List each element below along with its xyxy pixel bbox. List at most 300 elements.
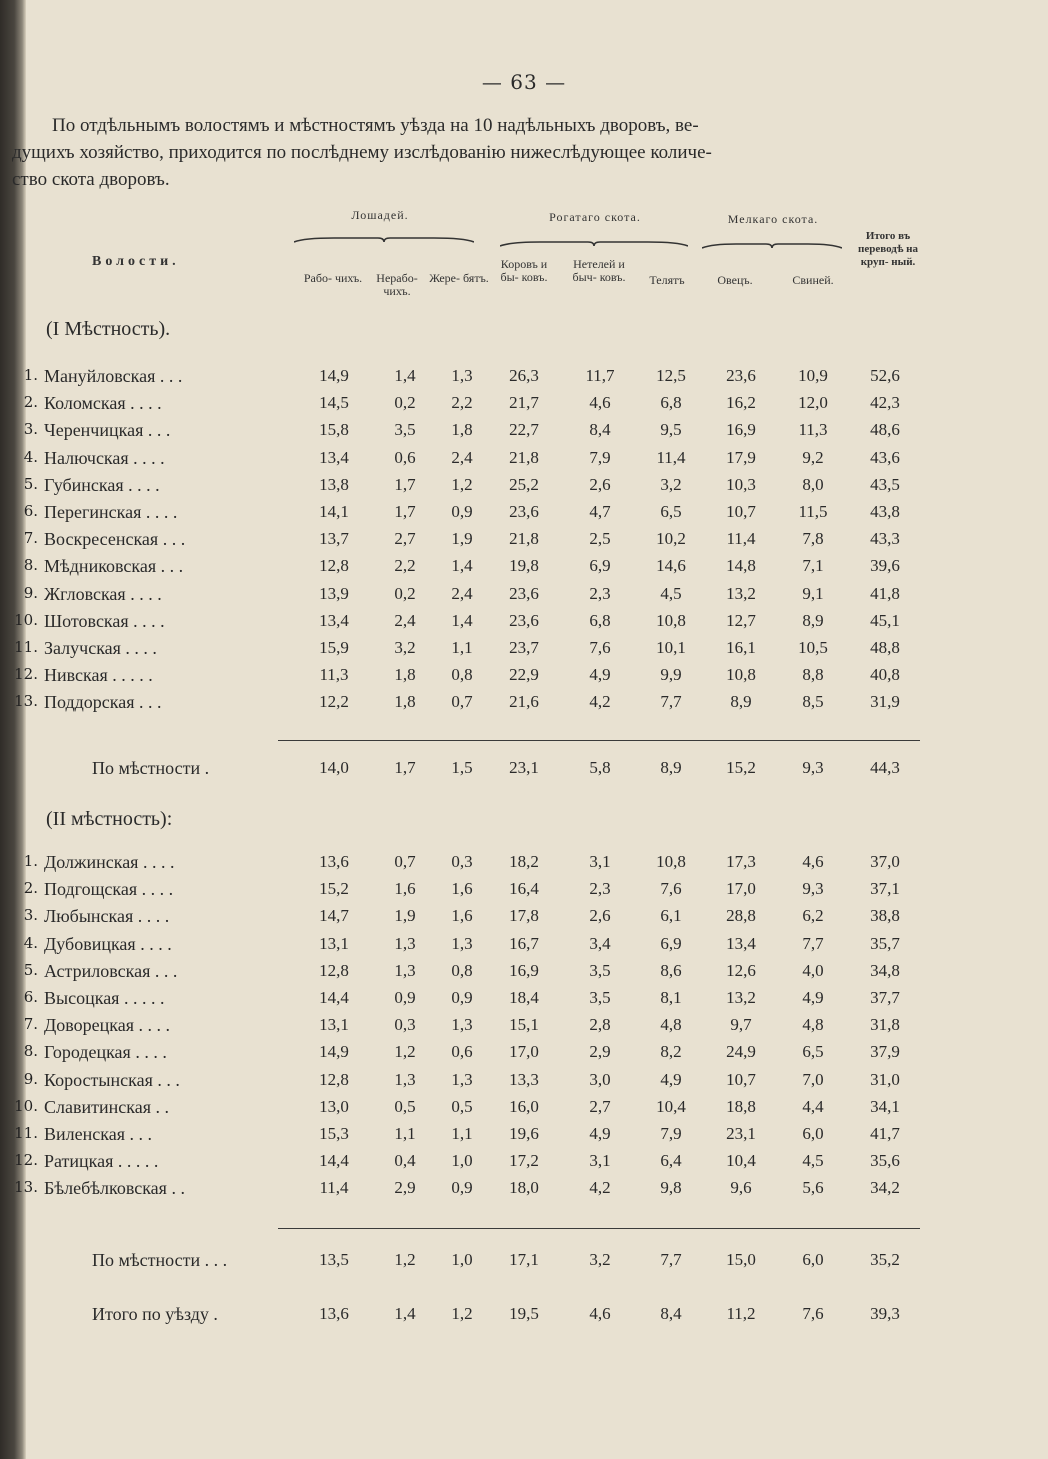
value-cell: 7,1 [802,556,824,576]
value-cell: 13,2 [726,988,756,1007]
value-cell: 1,3 [394,960,416,980]
col-header-sheep: Овецъ. [717,273,753,287]
value-cell: 9,1 [802,583,824,603]
total-value-cell: 8,9 [660,758,682,777]
value-cell: 18,2 [509,852,539,871]
value-cell: 16,4 [509,879,539,899]
value-cell: 8,8 [802,665,824,685]
value-cell: 0,6 [394,447,416,467]
total-value-cell: 5,8 [589,758,611,777]
value-cell: 8,9 [802,610,824,630]
value-cell: 8,0 [802,474,824,494]
table-row [0,1097,1048,1123]
value-cell: 0,3 [394,1015,416,1035]
value-cell: 23,6 [509,502,539,521]
value-cell: 18,8 [726,1096,756,1116]
value-cell: 14,5 [319,393,349,413]
table-row [0,420,1048,446]
value-cell: 4,8 [660,1015,682,1035]
value-cell: 23,7 [509,638,539,657]
value-cell: 25,2 [509,474,539,494]
value-cell: 4,4 [802,1096,824,1116]
row-number: 2. [23,393,38,412]
value-cell: 42,3 [870,393,900,413]
row-number: 5. [23,960,38,979]
value-cell: 1,6 [394,879,416,899]
col-header-pigs: Свиней. [792,273,834,287]
value-cell: 22,7 [509,420,539,440]
value-cell: 1,9 [451,529,473,549]
value-cell: 31,8 [870,1015,900,1035]
total-value-cell: 15,2 [726,758,756,777]
value-cell: 45,1 [870,610,900,630]
value-cell: 8,2 [660,1042,682,1062]
value-cell: 4,7 [589,502,611,521]
volost-name: Доворецкая . . . . [44,1015,171,1036]
row-number: 9. [23,583,38,602]
value-cell: 14,1 [319,502,349,521]
col-header-foals: Жере- бятъ. [429,271,489,285]
value-cell: 10,1 [656,638,686,657]
table-row [0,1042,1048,1068]
value-cell: 48,6 [870,420,900,440]
row-number: 2. [23,879,38,898]
value-cell: 13,9 [319,583,349,603]
row-number: 3. [23,906,38,925]
value-cell: 3,2 [660,474,682,494]
value-cell: 1,7 [394,502,416,521]
value-cell: 8,5 [802,692,824,712]
total-value-cell: 11,2 [726,1304,756,1323]
value-cell: 16,1 [726,638,756,657]
value-cell: 14,4 [319,1151,349,1171]
table-row [0,556,1048,582]
value-cell: 6,2 [802,906,824,926]
brace-horses [294,236,474,244]
col-header-cows: Коровъ и бы- ковъ. [500,257,548,284]
row-number: 4. [23,447,38,466]
section-rule-1 [278,740,920,741]
value-cell: 0,5 [394,1096,416,1116]
volost-name: Виленская . . . [44,1124,152,1144]
value-cell: 17,0 [726,879,756,899]
value-cell: 14,9 [319,1042,349,1062]
value-cell: 6,1 [660,906,682,926]
value-cell: 1,2 [394,1042,416,1062]
value-cell: 14,7 [319,906,349,926]
value-cell: 2,5 [589,529,611,549]
value-cell: 38,8 [870,906,900,926]
value-cell: 0,7 [394,852,416,871]
value-cell: 7,6 [660,879,682,899]
value-cell: 21,8 [509,447,539,467]
value-cell: 7,7 [660,692,682,712]
value-cell: 2,3 [589,879,611,899]
value-cell: 11,4 [656,447,686,467]
value-cell: 15,1 [509,1015,539,1035]
value-cell: 34,8 [870,960,900,980]
volost-name: Мѣдниковская . . . [44,556,184,577]
value-cell: 35,6 [870,1151,900,1171]
value-cell: 12,8 [319,960,349,980]
value-cell: 2,7 [589,1096,611,1116]
value-cell: 6,0 [802,1124,824,1143]
volost-name: Высоцкая . . . . . [44,988,165,1008]
value-cell: 1,3 [451,933,473,953]
row-number: 6. [23,988,38,1006]
value-cell: 23,6 [726,366,756,385]
value-cell: 4,9 [660,1069,682,1089]
value-cell: 1,7 [394,474,416,494]
value-cell: 10,9 [798,366,828,385]
value-cell: 17,2 [509,1151,539,1171]
value-cell: 37,7 [870,988,900,1007]
value-cell: 3,1 [589,1151,611,1171]
row-number: 11. [14,1124,38,1142]
value-cell: 23,6 [509,583,539,603]
row-number: 1. [23,366,38,384]
total-value-cell: 1,5 [451,758,473,777]
total-value-cell: 39,3 [870,1304,900,1323]
value-cell: 13,1 [319,933,349,953]
value-cell: 0,2 [394,393,416,413]
value-cell: 2,6 [589,906,611,926]
value-cell: 14,8 [726,556,756,576]
total-value-cell: 15,0 [726,1250,756,1269]
volost-name: Жгловская . . . . [44,583,162,604]
row-number: 9. [23,1069,38,1088]
value-cell: 41,8 [870,583,900,603]
row-number: 12. [14,1151,38,1170]
value-cell: 17,8 [509,906,539,926]
value-cell: 13,4 [319,610,349,630]
value-cell: 0,8 [451,960,473,980]
table-row [0,638,1048,664]
value-cell: 0,9 [451,988,473,1007]
value-cell: 1,2 [451,474,473,494]
group-header-horses: Лошадей. [351,208,409,222]
value-cell: 14,9 [319,366,349,385]
total-column-header: Итого въ переводѣ на круп- ный. [857,230,919,268]
row-number: 13. [14,692,38,711]
value-cell: 2,7 [394,529,416,549]
table-row [0,1178,1048,1204]
value-cell: 21,7 [509,393,539,413]
total-label: Итого по уѣзду . [92,1304,218,1324]
value-cell: 2,9 [394,1178,416,1198]
total-value-cell: 1,7 [394,758,416,777]
value-cell: 17,9 [726,447,756,467]
value-cell: 4,6 [802,852,824,871]
value-cell: 43,5 [870,474,900,494]
value-cell: 0,9 [451,1178,473,1198]
total-value-cell: 7,6 [802,1304,824,1323]
value-cell: 0,2 [394,583,416,603]
value-cell: 2,6 [589,474,611,494]
value-cell: 3,0 [589,1069,611,1089]
value-cell: 40,8 [870,665,900,685]
value-cell: 18,4 [509,988,539,1007]
value-cell: 9,8 [660,1178,682,1198]
volost-name: Губинская . . . . [44,474,160,495]
value-cell: 3,1 [589,852,611,871]
table-row [0,906,1048,932]
value-cell: 2,4 [451,583,473,603]
value-cell: 1,3 [451,1069,473,1089]
value-cell: 14,6 [656,556,686,576]
value-cell: 1,4 [451,556,473,576]
value-cell: 48,8 [870,638,900,657]
total-value-cell: 6,0 [802,1250,824,1269]
value-cell: 1,3 [451,366,473,385]
value-cell: 41,7 [870,1124,900,1143]
value-cell: 13,2 [726,583,756,603]
value-cell: 3,5 [589,960,611,980]
value-cell: 19,6 [509,1124,539,1143]
value-cell: 13,6 [319,852,349,871]
intro-line-2: дущихъ хозяйство, приходится по послѣднему изслѣдованію нижеслѣдующее количе- [12,142,712,163]
value-cell: 16,0 [509,1096,539,1116]
row-number: 11. [14,638,38,656]
value-cell: 0,6 [451,1042,473,1062]
value-cell: 7,9 [660,1124,682,1143]
value-cell: 18,0 [509,1178,539,1198]
total-value-cell: 44,3 [870,758,900,777]
intro-line-1: По отдѣльнымъ волостямъ и мѣстностямъ уѣзда на 10 надѣльныхъ дворовъ, ве- [52,115,699,136]
total-value-cell: 13,6 [319,1304,349,1323]
volost-name: Мануйловская . . . [44,366,183,386]
section-total-row-2 [0,1250,1048,1276]
row-number: 5. [23,474,38,493]
value-cell: 43,3 [870,529,900,549]
table-row [0,1151,1048,1177]
section-rule-2 [278,1228,920,1229]
value-cell: 11,3 [319,665,349,685]
volost-name: Перегинская . . . . [44,502,178,522]
value-cell: 31,0 [870,1069,900,1089]
total-value-cell: 7,7 [660,1250,682,1269]
row-number: 10. [14,610,38,629]
value-cell: 13,8 [319,474,349,494]
value-cell: 1,1 [451,1124,473,1143]
total-value-cell: 1,0 [451,1250,473,1269]
value-cell: 4,0 [802,960,824,980]
grand-total-row [0,1304,1048,1330]
table-row [0,988,1048,1014]
value-cell: 2,9 [589,1042,611,1062]
value-cell: 2,2 [394,556,416,576]
total-value-cell: 1,4 [394,1304,416,1323]
value-cell: 0,9 [451,502,473,521]
value-cell: 12,6 [726,960,756,980]
value-cell: 13,0 [319,1096,349,1116]
value-cell: 0,7 [451,692,473,712]
col-header-calves: Телятъ [649,273,685,287]
value-cell: 11,4 [319,1178,349,1198]
table-row [0,502,1048,528]
value-cell: 8,4 [589,420,611,440]
value-cell: 37,1 [870,879,900,899]
value-cell: 13,1 [319,1015,349,1035]
value-cell: 12,5 [656,366,686,385]
section-title-2: (II мѣстность): [46,808,173,830]
value-cell: 21,6 [509,692,539,712]
value-cell: 1,6 [451,906,473,926]
value-cell: 16,7 [509,933,539,953]
value-cell: 14,4 [319,988,349,1007]
volost-name: Подгощская . . . . [44,879,174,900]
row-number: 8. [23,556,38,575]
brace-cattle [500,240,688,248]
value-cell: 11,7 [585,366,615,385]
value-cell: 1,8 [394,692,416,712]
value-cell: 4,6 [589,393,611,413]
value-cell: 8,1 [660,988,682,1007]
value-cell: 5,6 [802,1178,824,1198]
value-cell: 1,3 [394,933,416,953]
value-cell: 11,4 [726,529,756,549]
volost-name: Должинская . . . . [44,852,175,872]
value-cell: 12,0 [798,393,828,413]
value-cell: 4,9 [589,1124,611,1143]
value-cell: 10,4 [726,1151,756,1171]
total-value-cell: 13,5 [319,1250,349,1269]
volost-name: Бѣлебѣлковская . . [44,1178,185,1199]
value-cell: 1,8 [394,665,416,685]
value-cell: 10,7 [726,502,756,521]
volost-name: Поддорская . . . [44,692,162,713]
value-cell: 16,2 [726,393,756,413]
value-cell: 6,5 [802,1042,824,1062]
value-cell: 3,2 [394,638,416,657]
value-cell: 10,2 [656,529,686,549]
value-cell: 1,6 [451,879,473,899]
section-total-row-1 [0,758,1048,784]
row-number: 7. [23,529,38,548]
value-cell: 6,9 [589,556,611,576]
value-cell: 52,6 [870,366,900,385]
value-cell: 6,8 [589,610,611,630]
table-row [0,1124,1048,1150]
total-value-cell: 35,2 [870,1250,900,1269]
value-cell: 17,0 [509,1042,539,1062]
value-cell: 1,9 [394,906,416,926]
value-cell: 1,1 [394,1124,416,1143]
col-header-nonworking: Нерабо- чихъ. [376,271,418,298]
value-cell: 43,6 [870,447,900,467]
total-value-cell: 1,2 [394,1250,416,1269]
value-cell: 10,8 [656,852,686,871]
value-cell: 17,3 [726,852,756,871]
value-cell: 3,5 [589,988,611,1007]
value-cell: 1,1 [451,638,473,657]
volost-name: Любынская . . . . [44,906,170,927]
value-cell: 4,8 [802,1015,824,1035]
value-cell: 0,8 [451,665,473,685]
value-cell: 4,2 [589,1178,611,1198]
total-label: По мѣстности . [92,758,210,778]
volosti-header: Волости. [92,254,180,269]
row-number: 4. [23,933,38,952]
volost-name: Черенчицкая . . . [44,420,171,441]
volost-name: Нивская . . . . . [44,665,153,686]
value-cell: 9,6 [730,1178,752,1198]
value-cell: 12,2 [319,692,349,712]
volost-name: Налючская . . . . [44,447,165,468]
table-row [0,393,1048,419]
value-cell: 15,9 [319,638,349,657]
volost-name: Воскресенская . . . [44,529,186,550]
group-header-small: Мелкаго скота. [727,212,819,226]
value-cell: 43,8 [870,502,900,521]
value-cell: 3,5 [394,420,416,440]
page-number: — 63 — [481,70,567,94]
value-cell: 0,3 [451,852,473,871]
value-cell: 9,2 [802,447,824,467]
value-cell: 10,4 [656,1096,686,1116]
value-cell: 0,4 [394,1151,416,1171]
value-cell: 6,8 [660,393,682,413]
total-value-cell: 19,5 [509,1304,539,1323]
value-cell: 19,8 [509,556,539,576]
row-number: 3. [23,420,38,439]
value-cell: 9,7 [730,1015,752,1035]
group-header-cattle: Рогатаго скота. [549,210,641,224]
table-row [0,879,1048,905]
volost-name: Ратицкая . . . . . [44,1151,159,1172]
table-row [0,934,1048,960]
table-row [0,584,1048,610]
value-cell: 1,0 [451,1151,473,1171]
value-cell: 10,8 [656,610,686,630]
total-value-cell: 8,4 [660,1304,682,1323]
value-cell: 7,0 [802,1069,824,1089]
value-cell: 12,7 [726,610,756,630]
table-row [0,611,1048,637]
value-cell: 6,4 [660,1151,682,1171]
table-row [0,692,1048,718]
volost-name: Коростынская . . . [44,1069,180,1090]
value-cell: 8,6 [660,960,682,980]
value-cell: 7,9 [589,447,611,467]
value-cell: 34,1 [870,1096,900,1116]
value-cell: 6,5 [660,502,682,521]
value-cell: 37,9 [870,1042,900,1062]
value-cell: 16,9 [726,420,756,440]
row-number: 6. [23,502,38,520]
table-row [0,475,1048,501]
section-title-1: (I Мѣстность). [46,318,171,340]
value-cell: 21,8 [509,529,539,549]
total-value-cell: 4,6 [589,1304,611,1323]
brace-small [702,242,842,250]
value-cell: 8,9 [730,692,752,712]
table-row [0,366,1048,392]
value-cell: 4,5 [802,1151,824,1171]
value-cell: 15,2 [319,879,349,899]
value-cell: 7,6 [589,638,611,657]
total-value-cell: 23,1 [509,758,539,777]
row-number: 1. [23,852,38,870]
volost-name: Залучская . . . . [44,638,157,658]
value-cell: 4,9 [589,665,611,685]
row-number: 7. [23,1015,38,1034]
row-number: 10. [14,1096,38,1115]
value-cell: 7,8 [802,529,824,549]
intro-paragraph [12,112,932,193]
volost-name: Славитинская . . [44,1096,169,1117]
value-cell: 13,7 [319,529,349,549]
